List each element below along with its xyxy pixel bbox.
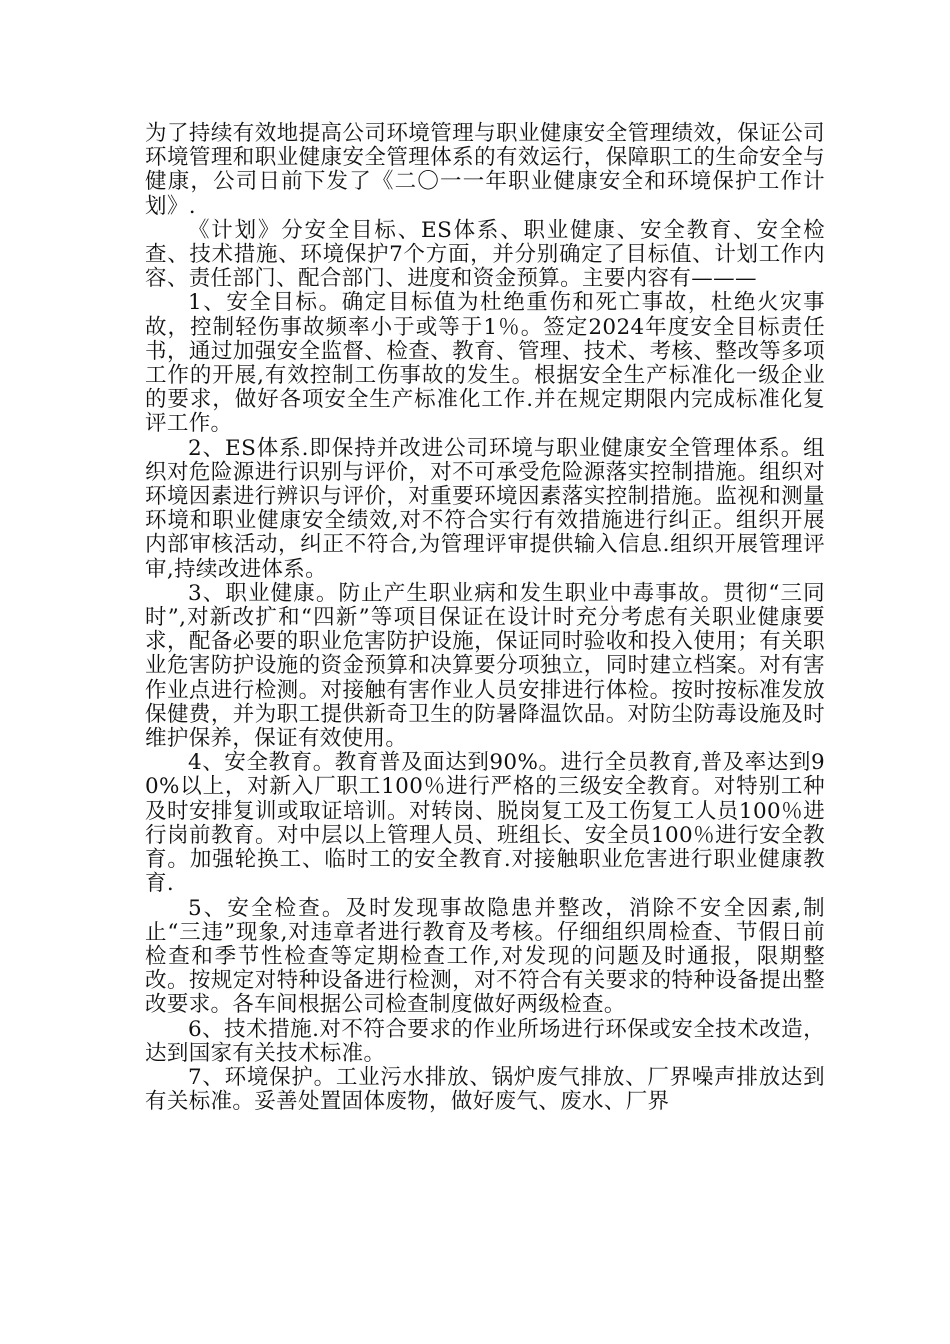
paragraph-intro: 为了持续有效地提高公司环境管理与职业健康安全管理绩效，保证公司环境管理和职业健康安全管理体系的有效运行，保障职工的生命安全与健康，公司日前下发了《二〇一一年职业健康安全和环境保护工作计划》.	[145, 121, 825, 219]
paragraph-plan-overview: 《计划》分安全目标、ES体系、职业健康、安全教育、安全检查、技术措施、环境保护7个方面，并分别确定了目标值、计划工作内容、责任部门、配合部门、进度和资金预算。主要内容有———	[145, 217, 825, 292]
paragraph-es-system: 2、ES体系.即保持并改进公司环境与职业健康安全管理体系。组织对危险源进行识别与评价，对不可承受危险源落实控制措施。组织对环境因素进行辨识与评价，对重要环境因素落实控制措施。监视和测量环境和职业健康安全绩效,对不符合实行有效措施进行纠正。组织开展内部审核活动，纠正不符合,为管理评审提供输入信息.组织开展管理评审,持续改进体系。	[145, 435, 825, 582]
paragraph-safety-education: 4、安全教育。教育普及面达到90%。进行全员教育,普及率达到90%以上，对新入厂职工100％进行严格的三级安全教育。对特别工种及时安排复训或取证培训。对转岗、脱岗复工及工伤复工人员100％进行岗前教育。对中层以上管理人员、班组长、安全员100％进行安全教育。加强轮换工、临时工的安全教育.对接触职业危害进行职业健康教育.	[145, 750, 825, 897]
paragraph-safety-inspection: 5、安全检查。及时发现事故隐患并整改，消除不安全因素,制止“三违”现象,对违章者进行教育及考核。仔细组织周检查、节假日前检查和季节性检查等定期检查工作,对发现的问题及时通报，限期整改。按规定对特种设备进行检测，对不符合有关要求的特种设备提出整改要求。各车间根据公司检查制度做好两级检查。	[145, 895, 825, 1018]
paragraph-occupational-health: 3、职业健康。防止产生职业病和发生职业中毒事故。贯彻“三同时”,对新改扩和“四新”等项目保证在设计时充分考虑有关职业健康要求，配备必要的职业危害防护设施，保证同时验收和投入使用；有关职业危害防护设施的资金预算和决算要分项独立，同时建立档案。对有害作业点进行检测。对接触有害作业人员安排进行体检。按时按标准发放保健费，并为职工提供新奇卫生的防暑降温饮品。对防尘防毒设施及时维护保养，保证有效使用。	[145, 580, 825, 752]
paragraph-environmental-protection: 7、环境保护。工业污水排放、锅炉废气排放、厂界噪声排放达到有关标准。妥善处置固体废物，做好废气、废水、厂界	[145, 1064, 825, 1115]
paragraph-technical-measures: 6、技术措施.对不符合要求的作业所场进行环保或安全技术改造，达到国家有关技术标准。	[145, 1016, 825, 1066]
document-body	[145, 122, 825, 1114]
paragraph-safety-goals: 1、安全目标。确定目标值为杜绝重伤和死亡事故，杜绝火灾事故，控制轻伤事故频率小于或等于1％。签定2024年度安全目标责任书，通过加强安全监督、检查、教育、管理、技术、考核、整改等多项工作的开展,有效控制工伤事故的发生。根据安全生产标准化一级企业的要求，做好各项安全生产标准化工作.并在规定期限内完成标准化复评工作。	[145, 290, 825, 437]
